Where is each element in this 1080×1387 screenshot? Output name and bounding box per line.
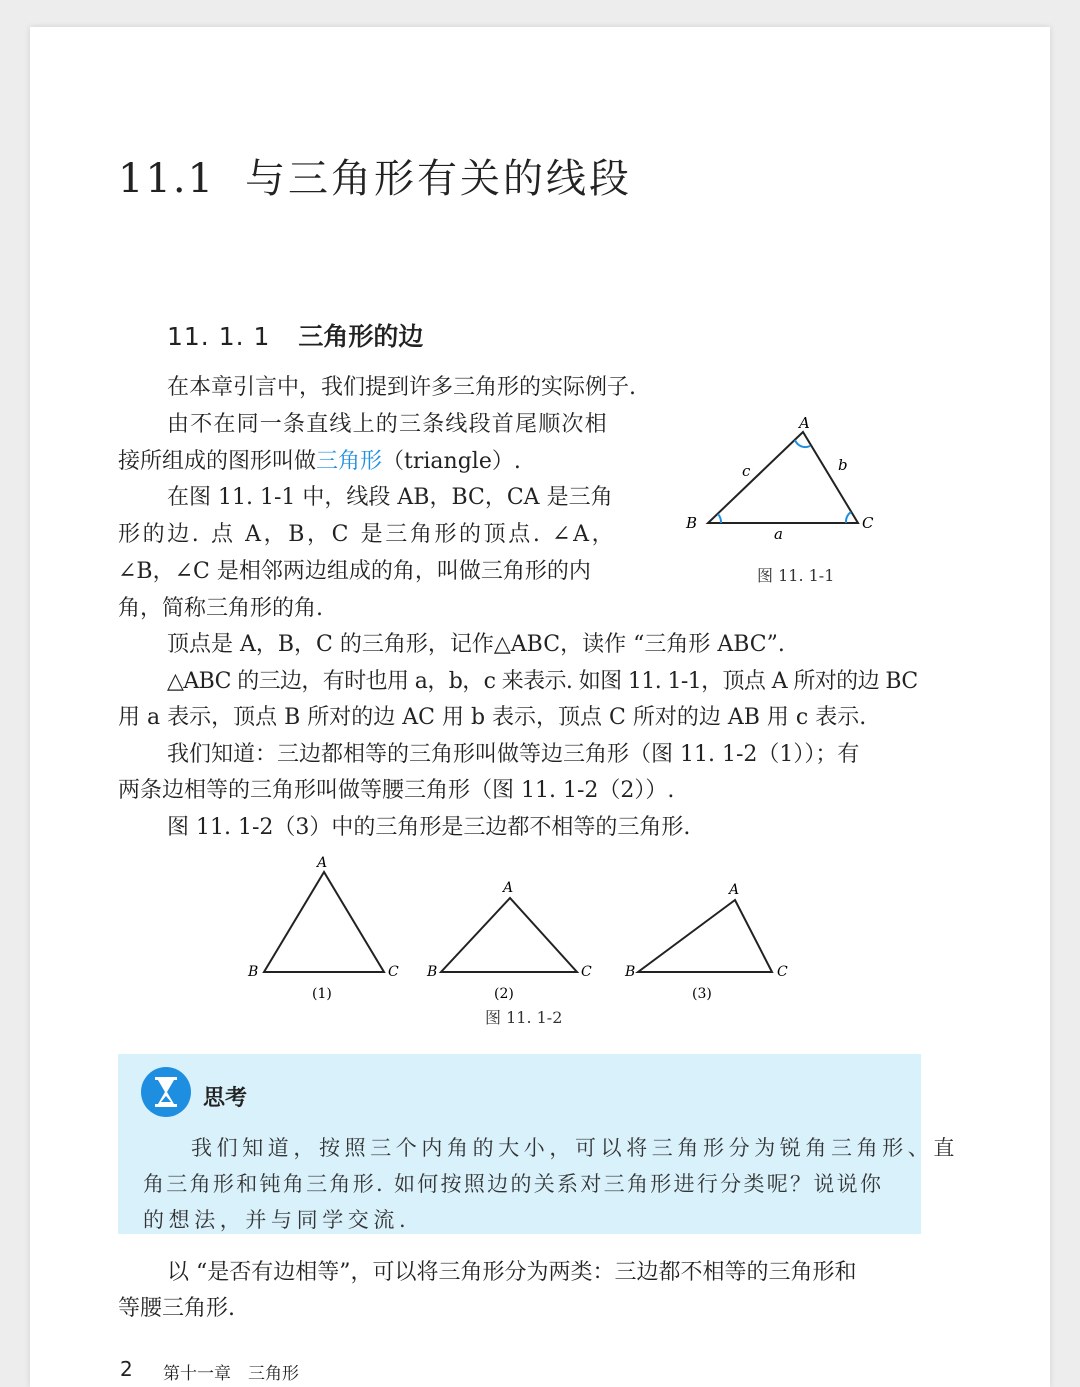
page-number: 2 [120, 1357, 133, 1381]
section-title: 11. 1. 1 三角形的边 [167, 322, 424, 351]
equilateral-triangle [264, 872, 384, 972]
paragraph-line: 等腰三角形. [118, 1296, 235, 1321]
think-line: 的想法，并与同学交流. [143, 1208, 411, 1232]
vertex-label-c: C [777, 964, 788, 980]
think-line: 角三角形和钝角三角形. 如何按照边的关系对三角形进行分类呢？说说你 [143, 1172, 884, 1196]
vertex-label-b: B [248, 964, 259, 980]
figure-caption: 图 11. 1-2 [485, 1008, 563, 1027]
chapter-title: 11.1 与三角形有关的线段 [118, 156, 633, 202]
paragraph-line: 两条边相等的三角形叫做等腰三角形（图 11. 1-2（2））. [118, 778, 675, 803]
angle-b-arc [718, 514, 721, 523]
side-label-b: b [838, 456, 848, 474]
textbook-page [30, 27, 1050, 1387]
vertex-label-a: A [503, 880, 514, 896]
vertex-label-b: B [686, 514, 698, 532]
think-line: 我们知道，按照三个内角的大小，可以将三角形分为锐角三角形、直 [191, 1136, 959, 1160]
vertex-label-a: A [317, 855, 328, 871]
sublabel-2: (2) [494, 986, 514, 1002]
vertex-label-a: A [799, 414, 810, 432]
sublabel-1: (1) [312, 986, 332, 1002]
paragraph-line: 顶点是 A，B，C 的三角形，记作△ABC，读作 “三角形 ABC”. [167, 632, 785, 657]
scalene-triangle [638, 900, 772, 972]
side-label-c: c [742, 462, 751, 480]
paragraph-line: 形的边. 点 A，B，C 是三角形的顶点. ∠A， [118, 522, 617, 547]
paragraph-line: 图 11. 1-2（3）中的三角形是三边都不相等的三角形. [167, 815, 691, 840]
sublabel-3: (3) [692, 986, 712, 1002]
vertex-label-b: B [427, 964, 438, 980]
figure-caption: 图 11. 1-1 [757, 566, 835, 585]
vertex-label-c: C [862, 514, 874, 532]
term-triangle: 三角形 [316, 449, 383, 474]
paragraph-line: 在本章引言中，我们提到许多三角形的实际例子. [167, 375, 636, 400]
figure-triangle-abc [678, 412, 898, 542]
angle-c-arc [846, 512, 851, 523]
paragraph-line: 用 a 表示，顶点 B 所对的边 AC 用 b 表示，顶点 C 所对的边 AB 用 c 表示. [118, 705, 867, 730]
footer-chapter: 第十一章 三角形 [163, 1364, 299, 1384]
triangle-abc [708, 432, 858, 523]
figure-triangle-types [240, 852, 810, 1012]
paragraph-line: 由不在同一条直线上的三条线段首尾顺次相 [167, 412, 608, 437]
paragraph-line: 在图 11. 1-1 中，线段 AB，BC，CA 是三角 [167, 485, 613, 510]
think-title: 思考 [203, 1086, 248, 1111]
vertex-label-b: B [625, 964, 636, 980]
side-label-a: a [774, 525, 783, 542]
paragraph-line: 以 “是否有边相等”，可以将三角形分为两类：三边都不相等的三角形和 [167, 1260, 857, 1285]
paragraph-line: △ABC 的三边，有时也用 a，b，c 来表示. 如图 11. 1-1，顶点 A 所对的边 BC [167, 669, 918, 694]
think-box [118, 1054, 959, 1234]
paragraph-line: 我们知道：三边都相等的三角形叫做等边三角形（图 11. 1-2（1））；有 [167, 742, 860, 767]
paragraph-line: 角，简称三角形的角. [118, 596, 323, 621]
vertex-label-a: A [729, 882, 740, 898]
vertex-label-c: C [581, 964, 592, 980]
isosceles-triangle [441, 898, 577, 972]
paragraph-line: ∠B，∠C 是相邻两边组成的角，叫做三角形的内 [118, 559, 591, 584]
hourglass-icon [140, 1066, 192, 1118]
paragraph-line: 接所组成的图形叫做三角形（triangle）. [118, 449, 521, 474]
vertex-label-c: C [388, 964, 399, 980]
